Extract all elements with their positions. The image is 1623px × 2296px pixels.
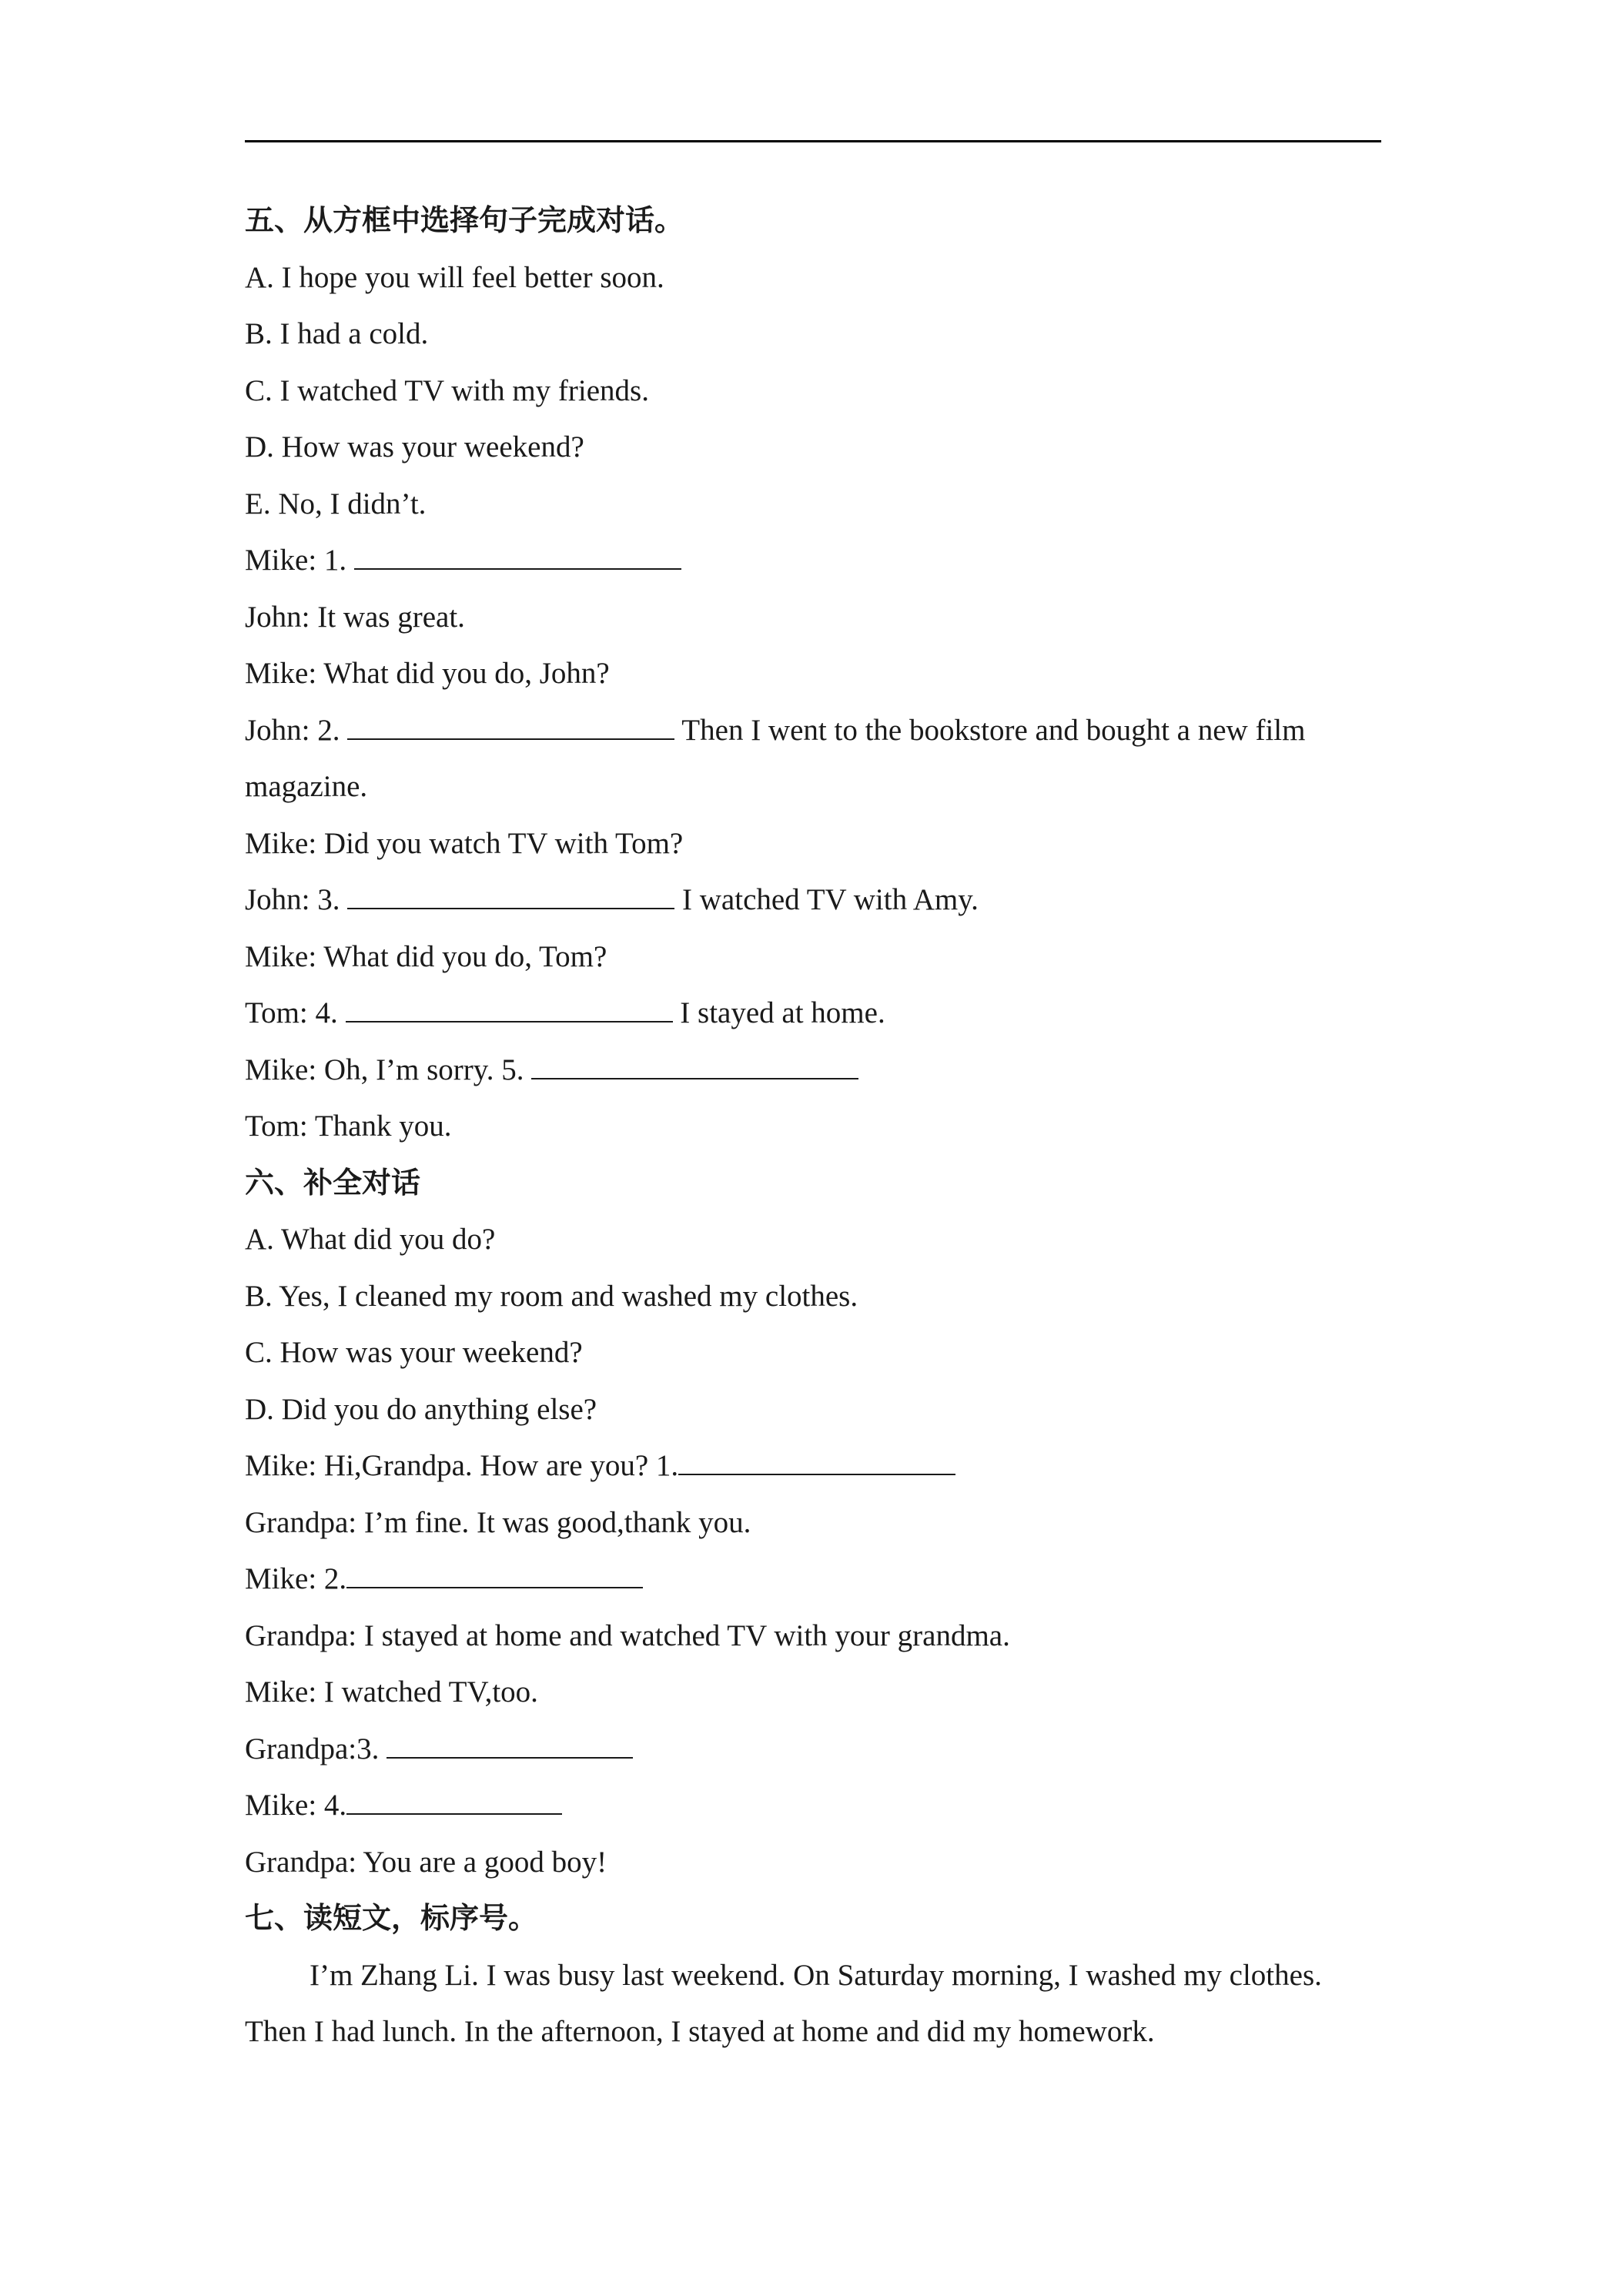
dialogue-line: Grandpa: I stayed at home and watched TV with your grandma.: [245, 1618, 1010, 1652]
worksheet-content: [245, 192, 1384, 2060]
answer-blank-3[interactable]: [347, 885, 674, 909]
dialogue-text: Then I went to the bookstore and bought a new film magazine.: [245, 713, 1306, 803]
section-5-heading: 五、从方框中选择句子完成对话。: [245, 203, 684, 237]
dialogue-line: Grandpa: I’m fine. It was good,thank you.: [245, 1505, 751, 1539]
dialogue-line: Grandpa: You are a good boy!: [245, 1845, 607, 1879]
answer-blank-4[interactable]: [346, 1790, 562, 1815]
dialogue-line: Mike: Did you watch TV with Tom?: [245, 826, 684, 860]
dialogue-text: Mike: Hi,Grandpa. How are you? 1.: [245, 1449, 679, 1482]
answer-blank-3[interactable]: [387, 1734, 633, 1759]
dialogue-text: Tom: 4.: [245, 996, 346, 1029]
section-5-option-d: D. How was your weekend?: [245, 430, 584, 464]
dialogue-line: [245, 1438, 1384, 1494]
section-6-heading: 六、补全对话: [245, 1165, 421, 1200]
reading-passage: I’m Zhang Li. I was busy last weekend. On Saturday morning, I washed my clothes. Then I had lunch. In the afternoon, I stayed at home and did my homework.: [245, 1958, 1322, 2048]
dialogue-line: Mike: What did you do, John?: [245, 657, 610, 690]
dialogue-line: [245, 1777, 1384, 1834]
dialogue-text: I watched TV with Amy.: [674, 883, 979, 916]
section-7-heading: 七、读短文，标序号。: [245, 1901, 538, 1935]
section-6-option-a: A. What did you do?: [245, 1223, 496, 1256]
answer-blank-1[interactable]: [678, 1451, 955, 1475]
answer-blank-5[interactable]: [531, 1055, 858, 1079]
dialogue-text: Grandpa:3.: [245, 1732, 387, 1766]
dialogue-line: Mike: I watched TV,too.: [245, 1675, 538, 1709]
dialogue-text: Mike: 2.: [245, 1562, 347, 1595]
section-5-option-b: B. I had a cold.: [245, 317, 429, 350]
dialogue-line: [245, 1042, 1384, 1099]
header-rule: [245, 140, 1381, 142]
section-6-option-d: D. Did you do anything else?: [245, 1392, 597, 1426]
section-6-option-b: B. Yes, I cleaned my room and washed my clothes.: [245, 1279, 858, 1313]
answer-blank-2[interactable]: [347, 715, 674, 740]
dialogue-text: I stayed at home.: [672, 996, 885, 1029]
dialogue-line: [245, 702, 1384, 815]
answer-blank-4[interactable]: [346, 998, 673, 1022]
dialogue-text: John: 2.: [245, 713, 348, 747]
section-5-option-a: A. I hope you will feel better soon.: [245, 260, 664, 294]
dialogue-line: [245, 1721, 1384, 1778]
dialogue-line: [245, 1551, 1384, 1608]
section-5-option-e: E. No, I didn’t.: [245, 487, 427, 520]
dialogue-text: Mike: 4.: [245, 1789, 347, 1822]
dialogue-line: [245, 872, 1384, 929]
answer-blank-2[interactable]: [346, 1564, 643, 1588]
dialogue-line: Mike: What did you do, Tom?: [245, 939, 607, 973]
dialogue-line: [245, 985, 1384, 1042]
section-5-option-c: C. I watched TV with my friends.: [245, 373, 649, 407]
section-6-option-c: C. How was your weekend?: [245, 1336, 583, 1369]
dialogue-text: Mike: Oh, I’m sorry. 5.: [245, 1053, 532, 1086]
answer-blank-1[interactable]: [354, 545, 681, 570]
dialogue-line: [245, 532, 1384, 589]
dialogue-text: John: 3.: [245, 883, 348, 916]
dialogue-text: Mike: 1.: [245, 544, 354, 577]
dialogue-line: Tom: Thank you.: [245, 1110, 452, 1143]
dialogue-line: John: It was great.: [245, 600, 465, 634]
